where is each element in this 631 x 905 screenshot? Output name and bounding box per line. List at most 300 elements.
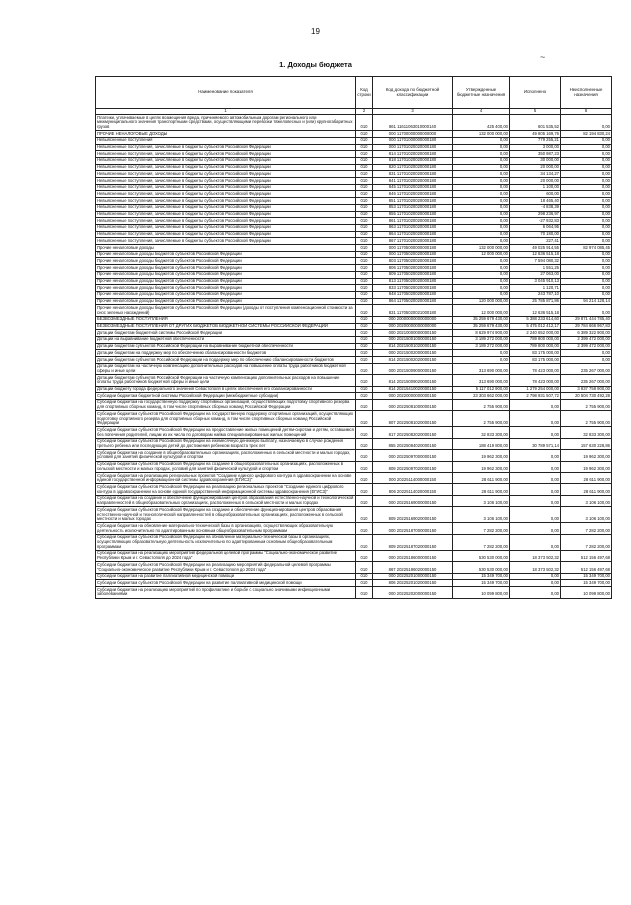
row-executed: 5 475 012 412,17 [510, 323, 561, 330]
row-name: Дотации бюджету города федерального значения Севастополя в целях обеспечения его сбалансированности [96, 386, 356, 393]
row-unexecuted: 0,00 [561, 191, 612, 198]
row-unexecuted: 3 106 100,00 [561, 507, 612, 523]
row-line-code: 010 [356, 399, 373, 410]
row-line-code: 010 [356, 507, 373, 523]
table-row [96, 137, 612, 144]
check-mark: ~ [540, 52, 546, 62]
row-class-code: 820 11701020020000180 [373, 164, 453, 171]
row-approved: 0,00 [453, 198, 510, 205]
row-unexecuted: 512 156 497,68 [561, 550, 612, 561]
row-class-code: 807 20225081020000150 [373, 411, 453, 427]
row-name: БЕЗВОЗМЕЗДНЫЕ ПОСТУПЛЕНИЯ ОТ ДРУГИХ БЮДЖЕТОВ БЮДЖЕТНОЙ СИСТЕМЫ РОССИЙСКОЙ ФЕДЕРАЦИИ [96, 323, 356, 330]
row-unexecuted: 0,00 [561, 258, 612, 265]
row-executed: 78 423 000,00 [510, 363, 561, 374]
row-executed: 18 373 502,32 [510, 550, 561, 561]
row-executed: 0,00 [510, 534, 561, 550]
column-number: 3 [373, 109, 453, 115]
row-class-code: 861 11611063010000140 [373, 115, 453, 131]
row-executed: 779 255,21 [510, 137, 561, 144]
row-unexecuted: 235 267 000,00 [561, 375, 612, 386]
row-approved: 530 530 000,00 [453, 562, 510, 573]
row-unexecuted: 82 974 085,45 [561, 245, 612, 252]
row-executed: 0,00 [510, 450, 561, 461]
row-unexecuted: 0,00 [561, 357, 612, 364]
table-row [96, 438, 612, 449]
row-approved: 0,00 [453, 144, 510, 151]
row-line-code: 010 [356, 258, 373, 265]
row-line-code: 010 [356, 204, 373, 211]
row-unexecuted: 94 214 128,14 [561, 298, 612, 305]
row-executed: 601 535,52 [510, 115, 561, 131]
row-class-code: 845 11701020020000180 [373, 184, 453, 191]
row-class-code: 867 20225186020000150 [373, 562, 453, 573]
row-executed: 2 240 652 000,00 [510, 330, 561, 337]
row-class-code: 000 20225097000000150 [373, 450, 453, 461]
row-executed: 20 000,00 [510, 178, 561, 185]
table-row [96, 157, 612, 164]
table-row [96, 375, 612, 386]
column-number: 2 [356, 109, 373, 115]
row-unexecuted: 32 833 300,00 [561, 427, 612, 438]
table-row [96, 285, 612, 292]
row-approved: 313 690 000,00 [453, 375, 510, 386]
row-line-code: 010 [356, 363, 373, 374]
row-line-code: 010 [356, 357, 373, 364]
row-executed: 49 805 169,76 [510, 131, 561, 138]
row-unexecuted: 7 282 200,00 [561, 534, 612, 550]
table-row [96, 363, 612, 374]
row-name: ПРОЧИЕ НЕНАЛОГОВЫЕ ДОХОДЫ [96, 131, 356, 138]
row-approved: 32 833 300,00 [453, 427, 510, 438]
row-name: Прочие неналоговые доходы бюджетов субъектов Российской Федерации [96, 265, 356, 272]
row-name: Дотации на выравнивание бюджетной обеспеченности [96, 336, 356, 343]
row-executed: 18 465,40 [510, 198, 561, 205]
row-executed: 298 236,97 [510, 211, 561, 218]
row-unexecuted: 29 871 444 785,40 [561, 316, 612, 323]
table-row [96, 507, 612, 523]
row-approved: 0,00 [453, 218, 510, 225]
row-approved: 0,00 [453, 224, 510, 231]
table-row [96, 224, 612, 231]
row-line-code: 010 [356, 211, 373, 218]
row-unexecuted: 0,00 [561, 305, 612, 316]
column-number: 1 [96, 109, 356, 115]
row-approved: 120 000 000,00 [453, 298, 510, 305]
row-class-code: 000 20215002000000150 [373, 350, 453, 357]
row-line-code: 010 [356, 151, 373, 158]
table-row [96, 427, 612, 438]
row-line-code: 010 [356, 550, 373, 561]
header-row [96, 77, 612, 109]
row-name: Невыясненные поступления, зачисляемые в бюджеты субъектов Российской Федерации [96, 238, 356, 245]
row-executed: 83 175 000,00 [510, 357, 561, 364]
row-executed: -4 838,39 [510, 204, 561, 211]
row-executed: 1 551,25 [510, 265, 561, 272]
table-row [96, 218, 612, 225]
row-approved: 0,00 [453, 285, 510, 292]
row-line-code: 010 [356, 438, 373, 449]
table-row [96, 258, 612, 265]
table-row [96, 580, 612, 587]
row-unexecuted: 2 755 900,00 [561, 399, 612, 410]
row-class-code: 000 11701000000000180 [373, 137, 453, 144]
row-executed: 789 800 000,00 [510, 336, 561, 343]
row-executed: 30 789 571,14 [510, 438, 561, 449]
row-executed: 3 045 910,13 [510, 278, 561, 285]
row-approved: 0,00 [453, 184, 510, 191]
table-row [96, 305, 612, 316]
row-executed: 5 388 233 614,60 [510, 316, 561, 323]
row-unexecuted: 28 611 900,00 [561, 473, 612, 484]
table-row [96, 562, 612, 573]
row-unexecuted: 28 611 900,00 [561, 484, 612, 495]
row-name: Невыясненные поступления, зачисляемые в бюджеты субъектов Российской Федерации [96, 157, 356, 164]
row-executed: 6 064,95 [510, 224, 561, 231]
row-unexecuted: 0,00 [561, 204, 612, 211]
row-executed: 34 134,27 [510, 171, 561, 178]
row-class-code: 806 20225114020000150 [373, 484, 453, 495]
table-row [96, 336, 612, 343]
row-line-code: 010 [356, 562, 373, 573]
row-name: Прочие неналоговые доходы бюджетов субъектов Российской Федерации [96, 298, 356, 305]
row-approved: 0,00 [453, 350, 510, 357]
row-line-code: 010 [356, 231, 373, 238]
row-name: Субсидии бюджетам субъектов Российской Федерации на реализацию региональных проектов "Создание единого цифрового контура в здравоохранении на основе единой государственной информационной системы здравоохранения (ЕГИСЗ)" [96, 484, 356, 495]
table-row [96, 271, 612, 278]
row-name: Невыясненные поступления, зачисляемые в бюджеты субъектов Российской Федерации [96, 144, 356, 151]
row-class-code: 814 11701020020000180 [373, 151, 453, 158]
table-row [96, 251, 612, 258]
row-name: Субсидии бюджетам субъектов Российской Федерации на развитие паллиативной медицинской помощи [96, 580, 356, 587]
row-executed: 12 636 515,18 [510, 251, 561, 258]
row-approved: 0,00 [453, 191, 510, 198]
table-row [96, 523, 612, 534]
row-class-code: 863 11701020020000180 [373, 224, 453, 231]
table-row [96, 238, 612, 245]
row-line-code: 010 [356, 523, 373, 534]
row-approved: 35 259 679 430,00 [453, 316, 510, 323]
table-row [96, 198, 612, 205]
row-unexecuted: 15 349 700,00 [561, 580, 612, 587]
row-class-code: 000 20225186000000150 [373, 550, 453, 561]
row-unexecuted: 0,00 [561, 238, 612, 245]
row-line-code: 010 [356, 144, 373, 151]
row-approved: 28 611 900,00 [453, 484, 510, 495]
row-approved: 0,00 [453, 204, 510, 211]
row-line-code: 010 [356, 386, 373, 393]
row-name: Субсидии бюджетам субъектов Российской Федерации на обновление материально-технической базы в организациях, осуществляющих образовательную деятельность исключительно по адаптированным основным общеобразовательным программам [96, 534, 356, 550]
row-executed: 0,00 [510, 587, 561, 598]
page-number: 19 [311, 27, 320, 36]
row-line-code: 010 [356, 184, 373, 191]
row-executed: 0,00 [510, 461, 561, 472]
row-approved: 313 690 000,00 [453, 363, 510, 374]
row-name: Невыясненные поступления, зачисляемые в бюджеты субъектов Российской Федерации [96, 204, 356, 211]
row-name: Субсидии бюджетам на реализацию мероприятий федеральной целевой программы "Социально-экономическое развитие Республики Крым и г. Севастополя до 2024 года" [96, 550, 356, 561]
row-executed: 3 000,00 [510, 144, 561, 151]
row-class-code: 818 11701020020000180 [373, 157, 453, 164]
row-unexecuted: 0,00 [561, 115, 612, 131]
row-line-code: 010 [356, 271, 373, 278]
row-unexecuted: 0,00 [561, 171, 612, 178]
row-name: Прочие неналоговые доходы бюджетов субъектов Российской Федерации [96, 291, 356, 298]
row-approved: 8 629 974 900,00 [453, 330, 510, 337]
row-name: Невыясненные поступления, зачисляемые в бюджеты субъектов Российской Федерации [96, 211, 356, 218]
table-row [96, 350, 612, 357]
row-executed: 70 180,00 [510, 231, 561, 238]
row-approved: 0,00 [453, 265, 510, 272]
row-name: Прочие неналоговые доходы бюджетов субъектов Российской Федерации [96, 285, 356, 292]
row-name: Невыясненные поступления, зачисляемые в бюджеты субъектов Российской Федерации [96, 231, 356, 238]
row-executed: 0,00 [510, 427, 561, 438]
row-line-code: 010 [356, 191, 373, 198]
table-row [96, 573, 612, 580]
table-row [96, 323, 612, 330]
row-unexecuted: 15 349 700,00 [561, 573, 612, 580]
row-line-code: 010 [356, 343, 373, 350]
row-name: Невыясненные поступления, зачисляемые в бюджеты субъектов Российской Федерации [96, 171, 356, 178]
row-name: Прочие неналоговые доходы бюджетов субъектов Российской Федерации [96, 251, 356, 258]
row-approved: 132 000 000,00 [453, 131, 510, 138]
row-class-code: 809 20225169020000150 [373, 507, 453, 523]
row-approved: 23 303 662 000,00 [453, 393, 510, 400]
row-unexecuted: 0,00 [561, 164, 612, 171]
row-approved: 188 419 800,00 [453, 438, 510, 449]
row-approved: 0,00 [453, 291, 510, 298]
table-row [96, 399, 612, 410]
row-name: Субсидии бюджетам субъектов Российской Федерации на создание и обеспечение функционирования центров образования естественно-научной и технологической направленностей в общеобразовательных организациях, расположенных в сельской местности и малых городах [96, 507, 356, 523]
table-row [96, 495, 612, 506]
row-unexecuted: 0,00 [561, 218, 612, 225]
row-unexecuted: 0,00 [561, 265, 612, 272]
row-executed: 83 175 000,00 [510, 350, 561, 357]
row-approved: 2 755 900,00 [453, 411, 510, 427]
table-row [96, 178, 612, 185]
row-approved: 3 106 100,00 [453, 495, 510, 506]
row-class-code: 861 11701020020000180 [373, 218, 453, 225]
row-line-code: 010 [356, 495, 373, 506]
row-unexecuted: 2 399 472 000,00 [561, 336, 612, 343]
row-approved: 15 349 700,00 [453, 580, 510, 587]
row-class-code: 813 11705020020000180 [373, 278, 453, 285]
row-approved: 0,00 [453, 164, 510, 171]
row-class-code: 867 11701020020000180 [373, 238, 453, 245]
row-unexecuted: 6 389 322 900,00 [561, 330, 612, 337]
row-name: Невыясненные поступления, зачисляемые в бюджеты субъектов Российской Федерации [96, 164, 356, 171]
row-executed: 243 787,10 [510, 291, 561, 298]
row-class-code: 814 20215001020000150 [373, 343, 453, 350]
row-unexecuted: 0,00 [561, 271, 612, 278]
row-line-code: 010 [356, 115, 373, 131]
row-class-code: 000 20225202000000150 [373, 587, 453, 598]
row-class-code: 803 11705020020000180 [373, 258, 453, 265]
table-row [96, 450, 612, 461]
table-row [96, 191, 612, 198]
row-executed: 0,00 [510, 411, 561, 427]
row-line-code: 010 [356, 484, 373, 495]
row-line-code: 010 [356, 350, 373, 357]
row-unexecuted: 82 194 830,24 [561, 131, 612, 138]
row-line-code: 010 [356, 534, 373, 550]
row-name: Прочие неналоговые доходы бюджетов субъектов Российской Федерации (доходы от поступления компенсационной стоимости за снос зеленых насаждений) [96, 305, 356, 316]
row-line-code: 010 [356, 291, 373, 298]
row-approved: 35 259 679 430,00 [453, 323, 510, 330]
row-name: Субсидии бюджетам на реализацию региональных проектов "Создание единого цифрового контура в здравоохранении на основе единой государственной информационной системы здравоохранения (ЕГИСЗ)" [96, 473, 356, 484]
row-approved: 0,00 [453, 258, 510, 265]
row-name: Дотации бюджетам на частичную компенсацию дополнительных расходов на повышение оплаты труда работников бюджетной сферы и иные цели [96, 363, 356, 374]
table-row [96, 393, 612, 400]
row-name: Невыясненные поступления, зачисляемые в бюджеты субъектов Российской Федерации [96, 224, 356, 231]
row-executed: 0,00 [510, 580, 561, 587]
row-line-code: 010 [356, 450, 373, 461]
row-line-code: 010 [356, 393, 373, 400]
row-line-code: 010 [356, 461, 373, 472]
row-approved: 425 400,00 [453, 115, 510, 131]
row-executed: 1 279 254 000,00 [510, 386, 561, 393]
row-unexecuted: 0,00 [561, 350, 612, 357]
row-executed: 2 798 931 507,72 [510, 393, 561, 400]
row-class-code: 000 20215009000000150 [373, 363, 453, 374]
row-executed: 49 025 914,55 [510, 245, 561, 252]
row-class-code: 809 11705020020000180 [373, 271, 453, 278]
table-row [96, 343, 612, 350]
row-executed: 25 785 871,86 [510, 298, 561, 305]
row-executed: 600,00 [510, 191, 561, 198]
row-class-code: 831 11705020021000180 [373, 305, 453, 316]
table-row [96, 171, 612, 178]
row-class-code: 814 20215009020000150 [373, 375, 453, 386]
row-approved: 0,00 [453, 171, 510, 178]
table-row [96, 278, 612, 285]
row-executed: 20 000,00 [510, 164, 561, 171]
row-class-code: 000 20210000000000150 [373, 330, 453, 337]
row-name: Субсидии бюджетам субъектов Российской Федерации на государственную поддержку спортивных организаций, осуществляющих подготовку спортивного резерва для спортивных сборных команд, в том числе спортивных сборных команд Российской Федерации [96, 411, 356, 427]
table-row [96, 357, 612, 364]
row-executed: 7 594 080,32 [510, 258, 561, 265]
row-approved: 0,00 [453, 238, 510, 245]
row-name: Невыясненные поступления, зачисляемые в бюджеты субъектов Российской Федерации [96, 178, 356, 185]
header-approved: Утвержденные бюджетные назначения [453, 77, 510, 109]
row-approved: 0,00 [453, 271, 510, 278]
row-unexecuted: 3 837 758 900,00 [561, 386, 612, 393]
row-class-code: 855 11701020020000180 [373, 211, 453, 218]
row-executed: 0,00 [510, 573, 561, 580]
row-class-code: 000 20225114000000150 [373, 473, 453, 484]
row-class-code: 853 11701020020000180 [373, 204, 453, 211]
row-unexecuted: 0,00 [561, 251, 612, 258]
row-class-code: 000 20000000000000000 [373, 316, 453, 323]
row-name: Субсидии бюджетам на обновление материально-технической базы в организациях, осуществляющих образовательную деятельность исключительно по адаптированным основным общеобразовательным программам [96, 523, 356, 534]
table-row [96, 316, 612, 323]
row-approved: 19 962 300,00 [453, 461, 510, 472]
row-approved: 10 099 800,00 [453, 587, 510, 598]
row-name: Невыясненные поступления, зачисляемые в бюджеты субъектов Российской Федерации [96, 191, 356, 198]
row-line-code: 010 [356, 375, 373, 386]
table-row [96, 550, 612, 561]
row-line-code: 010 [356, 164, 373, 171]
table-row [96, 298, 612, 305]
row-unexecuted: 0,00 [561, 157, 612, 164]
row-unexecuted: 20 504 730 492,28 [561, 393, 612, 400]
row-approved: 530 530 000,00 [453, 550, 510, 561]
row-class-code: 846 11701020020000180 [373, 191, 453, 198]
row-unexecuted: 0,00 [561, 224, 612, 231]
row-name: Прочие неналоговые доходы [96, 245, 356, 252]
row-line-code: 010 [356, 330, 373, 337]
row-class-code: 817 20225082020000150 [373, 427, 453, 438]
row-name: Платежи, уплачиваемые в целях возмещения вреда, причиняемого автомобильным дорогам регионального или межмуниципального значения транспортными средствами, осуществляющими перевозки тяжеловесных и (или) крупногабаритных грузов [96, 115, 356, 131]
row-line-code: 010 [356, 323, 373, 330]
row-class-code: 841 11701020020000180 [373, 178, 453, 185]
row-approved: 0,00 [453, 231, 510, 238]
row-executed: 0,00 [510, 523, 561, 534]
table-row [96, 151, 612, 158]
row-name: Субсидии бюджетам на развитие паллиативной медицинской помощи [96, 573, 356, 580]
row-approved: 3 106 100,00 [453, 507, 510, 523]
table-row [96, 411, 612, 427]
row-class-code: 000 11700000000000000 [373, 131, 453, 138]
row-name: БЕЗВОЗМЕЗДНЫЕ ПОСТУПЛЕНИЯ [96, 316, 356, 323]
table-row [96, 386, 612, 393]
row-unexecuted: 0,00 [561, 211, 612, 218]
row-class-code: 833 11705020020000180 [373, 285, 453, 292]
row-unexecuted: 235 267 000,00 [561, 363, 612, 374]
row-line-code: 010 [356, 218, 373, 225]
row-class-code: 000 20215001000000150 [373, 336, 453, 343]
row-name: Прочие неналоговые доходы бюджетов субъектов Российской Федерации [96, 278, 356, 285]
row-executed: 78 423 000,00 [510, 375, 561, 386]
row-name: Невыясненные поступления, зачисляемые в бюджеты субъектов Российской Федерации [96, 184, 356, 191]
header-name: Наименование показателя [96, 77, 356, 109]
row-approved: 28 611 900,00 [453, 473, 510, 484]
row-approved: 0,00 [453, 178, 510, 185]
row-line-code: 010 [356, 251, 373, 258]
row-name: Дотации бюджетам бюджетной системы Российской Федерации [96, 330, 356, 337]
row-line-code: 010 [356, 573, 373, 580]
row-unexecuted: 0,00 [561, 178, 612, 185]
row-unexecuted: 0,00 [561, 198, 612, 205]
row-approved: 15 349 700,00 [453, 573, 510, 580]
row-unexecuted: 29 784 666 967,83 [561, 323, 612, 330]
row-approved: 0,00 [453, 211, 510, 218]
row-class-code: 806 11705020020000180 [373, 265, 453, 272]
row-class-code: 000 20225187000000150 [373, 523, 453, 534]
row-executed: 12 636 515,18 [510, 305, 561, 316]
row-approved: 0,00 [453, 157, 510, 164]
row-name: Невыясненные поступления, зачисляемые в бюджеты субъектов Российской Федерации [96, 198, 356, 205]
row-class-code: 000 11701020020000180 [373, 144, 453, 151]
row-unexecuted: 0,00 [561, 144, 612, 151]
row-line-code: 010 [356, 587, 373, 598]
row-unexecuted: 0,00 [561, 184, 612, 191]
row-line-code: 010 [356, 224, 373, 231]
row-line-code: 010 [356, 411, 373, 427]
row-class-code: 855 20225084020000150 [373, 438, 453, 449]
column-number: 6 [561, 109, 612, 115]
table-row [96, 473, 612, 484]
row-line-code: 010 [356, 316, 373, 323]
row-class-code: 848 11705020020000180 [373, 291, 453, 298]
row-class-code: 000 20200000000000000 [373, 323, 453, 330]
row-name: Субсидии бюджетам на создание и обеспечение функционирования центров образования естественно-научной и технологической направленностей в общеобразовательных организациях, расположенных в сельской местности и малых городах [96, 495, 356, 506]
row-name: Субсидии бюджетам субъектов Российской Федерации на ежемесячную денежную выплату, назначаемую в случае рождения третьего ребенка или последующих детей до достижения ребенком возраста трех лет [96, 438, 356, 449]
row-name: Субсидии бюджетам на государственную поддержку спортивных организаций, осуществляющих подготовку спортивного резерва для спортивных сборных команд, в том числе спортивных сборных команд Российской Федерации [96, 399, 356, 410]
header-unexecuted: Неисполненные назначения [561, 77, 612, 109]
table-row [96, 144, 612, 151]
row-class-code: 809 20225097020000150 [373, 461, 453, 472]
row-executed: 227,41 [510, 238, 561, 245]
row-approved: 7 282 200,00 [453, 523, 510, 534]
